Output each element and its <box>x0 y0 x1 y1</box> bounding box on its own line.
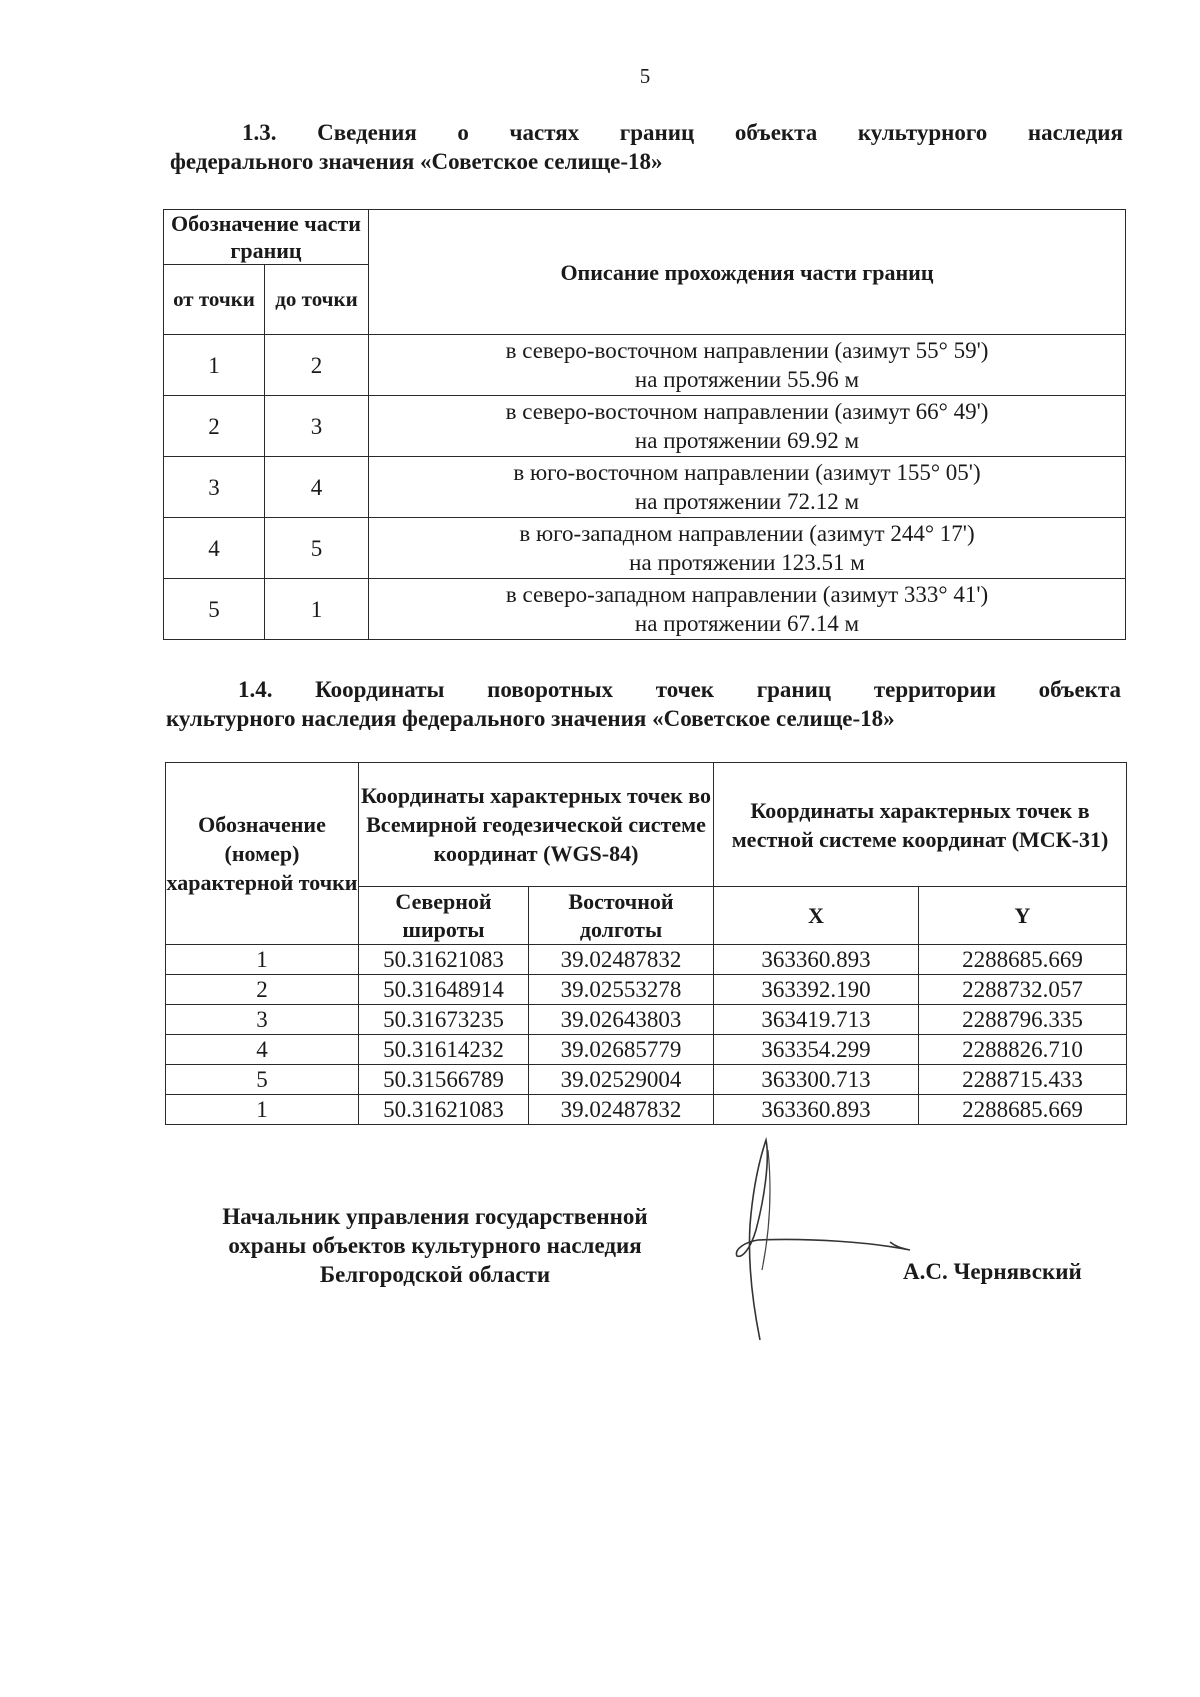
latitude-cell: 50.31648914 <box>359 975 529 1005</box>
heading-line: 1.3. Сведения о частях границ объекта культурного наследия <box>242 120 1123 145</box>
longitude-cell: 39.02643803 <box>529 1005 714 1035</box>
table-row <box>164 579 1126 640</box>
x-cell: 363419.713 <box>714 1005 919 1035</box>
point-cell: 2 <box>166 975 359 1005</box>
latitude-cell: 50.31621083 <box>359 945 529 975</box>
direction-text: в северо-западном направлении (азимут 333° 41') <box>505 582 989 607</box>
section-heading-1-3 <box>170 118 1123 176</box>
signatory-title-line: Белгородской области <box>319 1262 551 1287</box>
heading-line: федерального значения «Советское селище-18» <box>170 149 663 174</box>
heading-line: 1.4. Координаты поворотных точек границ территории объекта <box>238 677 1121 702</box>
latitude-cell: 50.31614232 <box>359 1035 529 1065</box>
longitude-cell: 39.02553278 <box>529 975 714 1005</box>
section-heading-1-4 <box>166 675 1121 733</box>
length-text: на протяжении 123.51 м <box>629 550 865 575</box>
table-row <box>166 945 1127 975</box>
point-cell: 1 <box>166 945 359 975</box>
y-cell: 2288796.335 <box>919 1005 1127 1035</box>
header-msk31: Координаты характерных точек в местной системе координат (МСК-31) <box>714 763 1127 887</box>
y-cell: 2288685.669 <box>919 945 1127 975</box>
table-row <box>164 518 1126 579</box>
latitude-cell: 50.31621083 <box>359 1095 529 1125</box>
from-point-cell: 3 <box>164 457 265 518</box>
table-row <box>166 975 1127 1005</box>
description-cell <box>369 457 1126 518</box>
header-longitude: Восточной долготы <box>529 887 714 945</box>
latitude-cell: 50.31566789 <box>359 1065 529 1095</box>
longitude-cell: 39.02487832 <box>529 1095 714 1125</box>
longitude-cell: 39.02529004 <box>529 1065 714 1095</box>
longitude-cell: 39.02487832 <box>529 945 714 975</box>
heading-line: культурного наследия федерального значения «Советское селище-18» <box>166 706 895 731</box>
header-latitude: Северной широты <box>359 887 529 945</box>
latitude-cell: 50.31673235 <box>359 1005 529 1035</box>
x-cell: 363354.299 <box>714 1035 919 1065</box>
direction-text: в юго-западном направлении (азимут 244° 17') <box>519 521 975 546</box>
x-cell: 363392.190 <box>714 975 919 1005</box>
description-cell <box>369 579 1126 640</box>
coordinates-table <box>165 762 1127 1125</box>
header-wgs84: Координаты характерных точек во Всемирной геодезической системе координат (WGS-84) <box>359 763 714 887</box>
header-to-point: до точки <box>265 265 369 335</box>
header-from-point: от точки <box>164 265 265 335</box>
table-row <box>164 396 1126 457</box>
point-cell: 5 <box>166 1065 359 1095</box>
from-point-cell: 5 <box>164 579 265 640</box>
to-point-cell: 3 <box>265 396 369 457</box>
description-cell <box>369 518 1126 579</box>
length-text: на протяжении 72.12 м <box>634 489 860 514</box>
description-cell <box>369 396 1126 457</box>
header-x: X <box>714 887 919 945</box>
page-number: 5 <box>639 64 651 88</box>
table-row <box>166 1035 1127 1065</box>
signatory-title-line: охраны объектов культурного наследия <box>228 1233 642 1258</box>
boundary-parts-table <box>163 209 1126 640</box>
x-cell: 363360.893 <box>714 945 919 975</box>
length-text: на протяжении 55.96 м <box>634 367 860 392</box>
y-cell: 2288685.669 <box>919 1095 1127 1125</box>
table-row <box>166 1005 1127 1035</box>
length-text: на протяжении 69.92 м <box>634 428 860 453</box>
point-cell: 1 <box>166 1095 359 1125</box>
table-row <box>164 335 1126 396</box>
to-point-cell: 2 <box>265 335 369 396</box>
length-text: на протяжении 67.14 м <box>634 611 860 636</box>
header-description: Описание прохождения части границ <box>369 210 1126 335</box>
description-cell <box>369 335 1126 396</box>
x-cell: 363300.713 <box>714 1065 919 1095</box>
direction-text: в северо-восточном направлении (азимут 55° 59') <box>505 338 989 363</box>
signatory-name: А.С. Чернявский <box>903 1259 1082 1284</box>
signatory-title <box>180 1202 690 1289</box>
header-y: Y <box>919 887 1127 945</box>
handwritten-signature <box>690 1130 930 1360</box>
table-row <box>164 457 1126 518</box>
x-cell: 363360.893 <box>714 1095 919 1125</box>
point-cell: 4 <box>166 1035 359 1065</box>
header-point-designation: Обозначение (номер) характерной точки <box>166 763 359 945</box>
from-point-cell: 4 <box>164 518 265 579</box>
from-point-cell: 1 <box>164 335 265 396</box>
header-part-designation: Обозначение части границ <box>164 210 369 265</box>
to-point-cell: 4 <box>265 457 369 518</box>
direction-text: в северо-восточном направлении (азимут 66° 49') <box>505 399 989 424</box>
from-point-cell: 2 <box>164 396 265 457</box>
to-point-cell: 5 <box>265 518 369 579</box>
y-cell: 2288715.433 <box>919 1065 1127 1095</box>
longitude-cell: 39.02685779 <box>529 1035 714 1065</box>
y-cell: 2288732.057 <box>919 975 1127 1005</box>
signatory-title-line: Начальник управления государственной <box>222 1204 648 1229</box>
direction-text: в юго-восточном направлении (азимут 155° 05') <box>513 460 981 485</box>
point-cell: 3 <box>166 1005 359 1035</box>
y-cell: 2288826.710 <box>919 1035 1127 1065</box>
table-row <box>166 1065 1127 1095</box>
table-row <box>166 1095 1127 1125</box>
to-point-cell: 1 <box>265 579 369 640</box>
